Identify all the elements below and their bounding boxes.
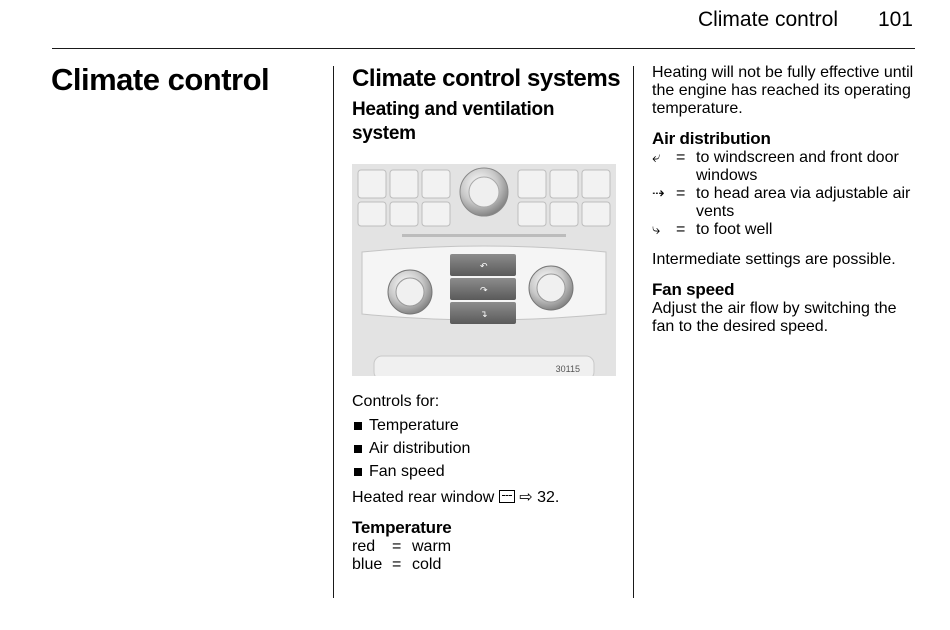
column-divider-right: [633, 66, 634, 598]
right-column: [652, 64, 920, 336]
air-distribution-row: ⤶ = to windscreen and front door windows: [652, 149, 899, 184]
windscreen-air-icon: ⤶: [652, 149, 661, 166]
header-rule: [52, 48, 915, 49]
column-divider-left: [333, 66, 334, 598]
heading-air-distribution: Air distribution: [652, 129, 771, 148]
intermediate-note: Intermediate settings are possible.: [652, 251, 896, 268]
heading-temperature: Temperature: [352, 518, 452, 537]
climate-panel-illustration: [352, 164, 616, 376]
climate-panel-figure: [352, 164, 616, 376]
figure-code: 30115: [555, 364, 580, 374]
list-item: Temperature: [352, 417, 622, 435]
heating-note: Heating will not be fully effective until the engine has reached its operating temperature.: [652, 64, 914, 117]
svg-text:↷: ↷: [480, 286, 488, 296]
foot-air-icon: ⤷: [652, 221, 661, 238]
temperature-row: blue = cold: [352, 556, 442, 573]
air-distribution-row: ⤷ = to foot well: [652, 221, 773, 238]
controls-intro: Controls for:: [352, 393, 440, 410]
air-distribution-row: ⇢ = to head area via adjustable air vents: [652, 185, 911, 220]
list-item: Air distribution: [352, 440, 622, 458]
chapter-title: Climate control: [51, 62, 270, 97]
heading-fan-speed: Fan speed: [652, 280, 735, 299]
running-header-title: Climate control: [697, 8, 838, 31]
heated-rear-window-icon: [499, 490, 515, 503]
page-ref-arrow-icon: ⇨: [519, 489, 533, 506]
list-item: Fan speed: [352, 463, 622, 481]
fan-speed-text: Adjust the air flow by switching the fan to the desired speed.: [652, 300, 897, 335]
heading-climate-control-systems: Climate control systems: [352, 65, 621, 92]
controls-list: [352, 417, 622, 481]
page-number: 101: [877, 8, 913, 31]
heated-rear-window-ref: Heated rear window ⇨ 32.: [352, 489, 560, 506]
svg-text:↶: ↶: [480, 262, 488, 272]
svg-text:↴: ↴: [480, 310, 488, 320]
heading-heating-ventilation: Heating and ventilation system: [352, 99, 555, 144]
temperature-row: red = warm: [352, 538, 452, 555]
middle-column: [352, 64, 622, 574]
head-air-icon: ⇢: [652, 185, 665, 202]
